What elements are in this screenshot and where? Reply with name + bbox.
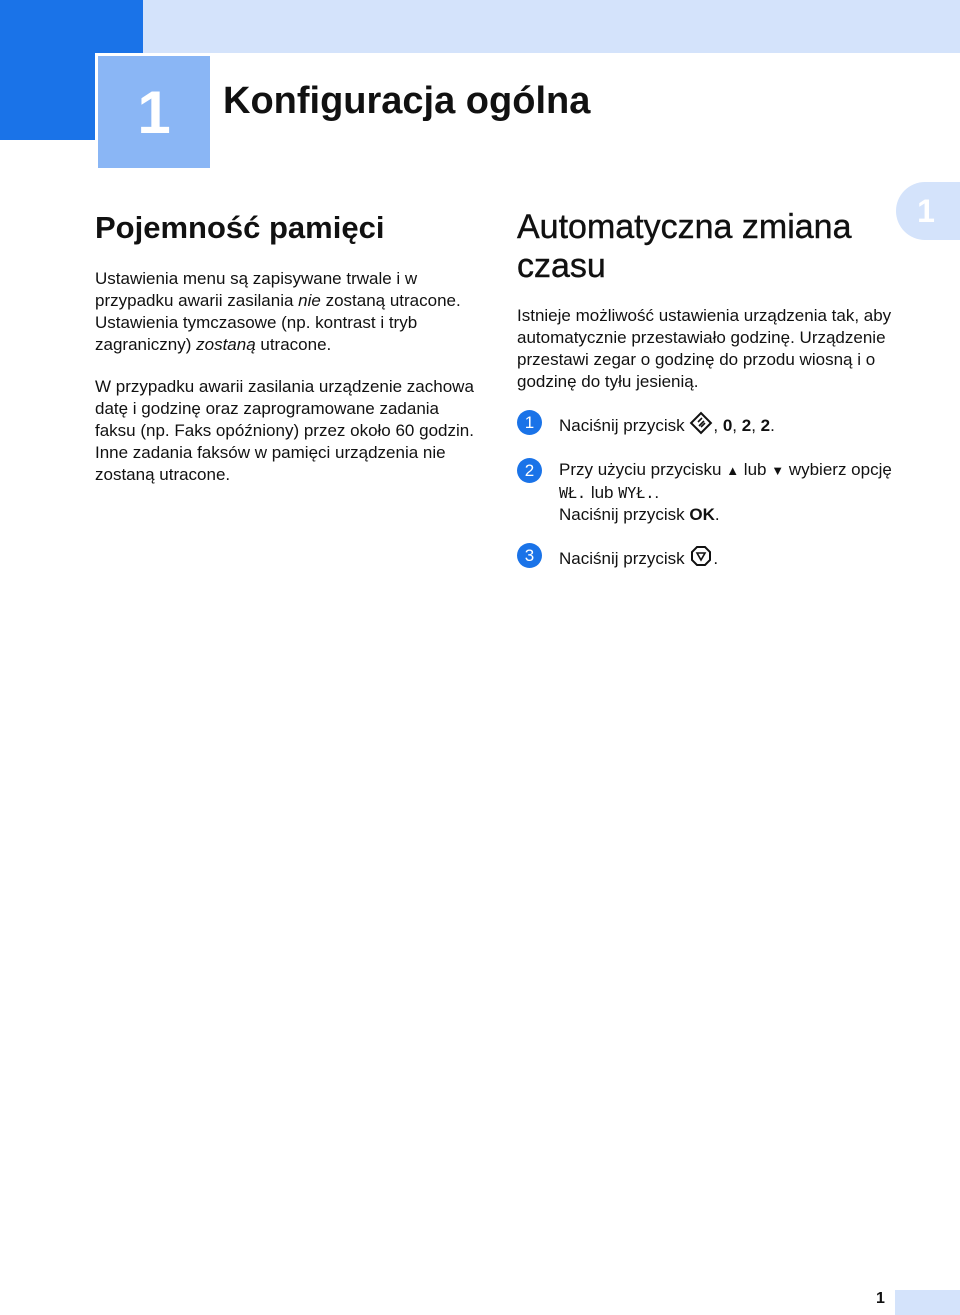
step-2-text (559, 459, 897, 526)
text-run: . (770, 416, 775, 435)
text-run: Przy użyciu przycisku (559, 460, 727, 479)
text-run: lub (739, 460, 772, 479)
step-2 (517, 459, 897, 526)
step-number-1: 1 (517, 410, 542, 435)
footer-band (895, 1290, 960, 1315)
emphasis-nie: nie (298, 291, 321, 310)
ok-key: OK (689, 505, 715, 524)
text-run: Naciśnij przycisk (559, 416, 690, 435)
key-2-second: 2 (760, 416, 771, 435)
text-run: . (713, 549, 719, 568)
text-run: , (713, 416, 723, 435)
text-run: Naciśnij przycisk (559, 505, 690, 524)
text-run: Ustawienia menu są zapisywane trwale i w przypadku awarii zasilania (95, 269, 418, 310)
text-run: . (714, 505, 720, 524)
emphasis-zostana: zostaną (196, 335, 256, 354)
step-3 (517, 544, 897, 574)
text-run: utracone. (255, 335, 332, 354)
header-band (143, 0, 960, 53)
memory-paragraph-2: W przypadku awarii zasilania urządzenie zachowa datę i godzinę oraz zaprogramowane zadania faksu (np. Faks opóźniony) przez około 60 godzin. Inne zadania faksów w pamięci urządzenia nie zostaną utracone. (95, 377, 474, 484)
text-run: zostaną utracone. Ustawienia tymczasowe (np. kontrast i tryb zagraniczny) (95, 291, 461, 354)
section-heading-dst: Automatyczna zmiana czasu (517, 208, 852, 285)
chapter-number: 1 (95, 53, 213, 171)
text-run: wybierz opcję (784, 460, 892, 479)
chapter-title: Konfiguracja ogólna (223, 80, 591, 122)
step-1-text (559, 411, 775, 441)
key-0: 0 (722, 416, 733, 435)
step-1 (517, 411, 897, 441)
right-column (517, 208, 897, 574)
option-on: WŁ. (559, 484, 587, 502)
stop-exit-icon (689, 544, 713, 574)
dst-intro-paragraph: Istnieje możliwość ustawienia urządzenia tak, aby automatycznie przestawiało godzinę. Urządzenie przestawi zegar o godzinę do przodu wiosną i o godzinę do tyłu jesienią. (517, 306, 892, 391)
text-run: lub (586, 483, 619, 502)
step-number-2: 2 (517, 458, 542, 483)
chapter-side-tab: 1 (896, 182, 960, 240)
step-number-3: 3 (517, 543, 542, 568)
down-arrow-icon: ▼ (771, 463, 785, 478)
key-2: 2 (741, 416, 752, 435)
up-arrow-icon: ▲ (726, 463, 740, 478)
section-heading-memory: Pojemność pamięci (95, 210, 385, 245)
left-column (95, 208, 480, 486)
text-run: , (732, 416, 742, 435)
text-run: Naciśnij przycisk (559, 549, 690, 568)
page-number: 1 (876, 1290, 885, 1307)
step-3-text (559, 544, 718, 574)
text-run: . (654, 483, 660, 502)
memory-paragraph-1 (95, 268, 480, 356)
text-run: , (751, 416, 761, 435)
option-off: WYŁ. (618, 484, 655, 502)
menu-diamond-icon (689, 411, 713, 441)
